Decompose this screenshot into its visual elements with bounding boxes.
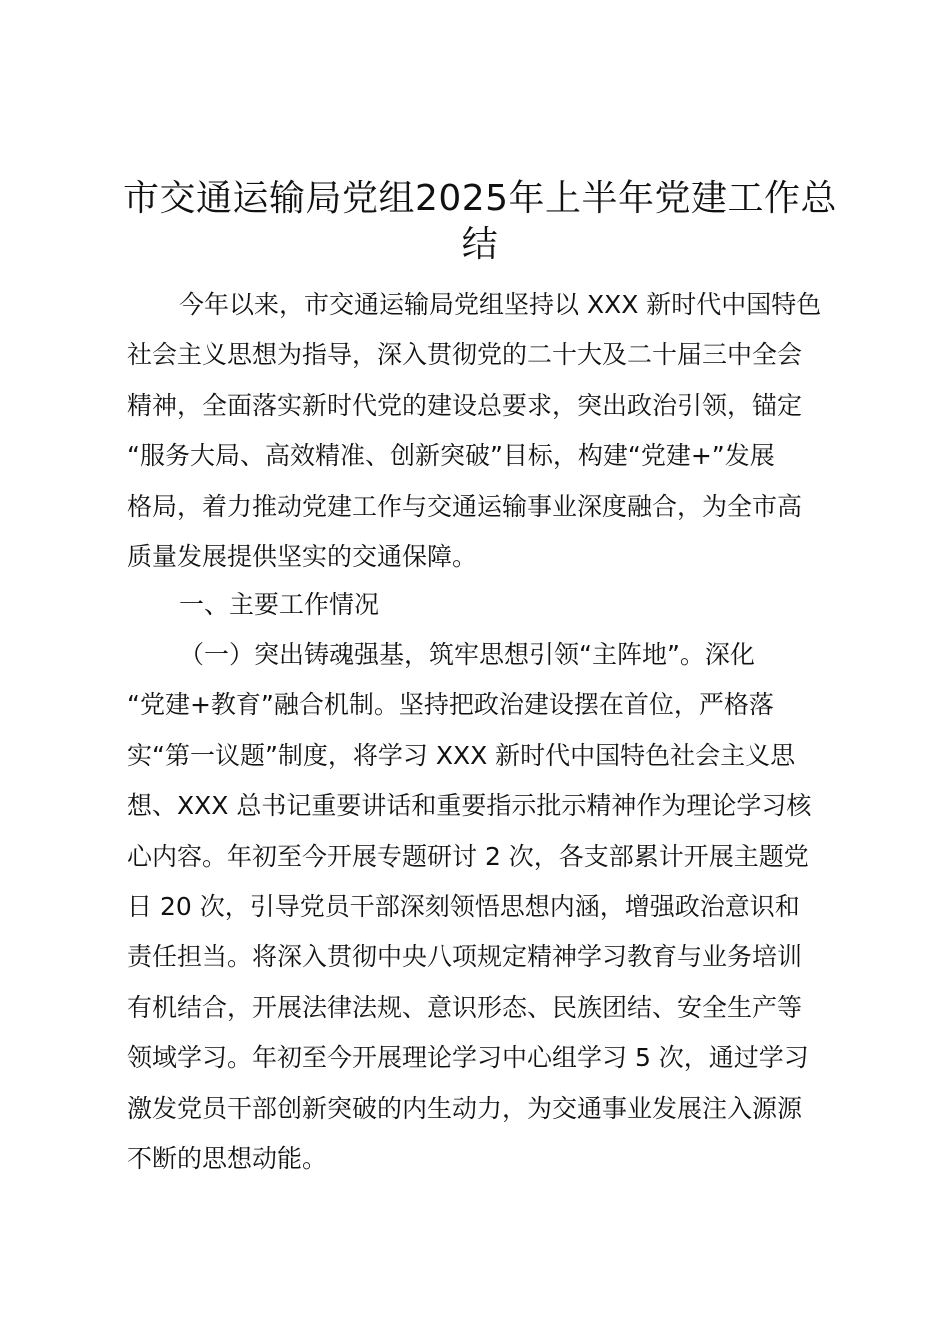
title-line: 市交通运输局党组2025年上半年党建工作总 [122, 178, 838, 219]
text-line: 不断的思想动能。 [127, 1144, 328, 1174]
text-line: 格局，着力推动党建工作与交通运输事业深度融合，为全市高 [127, 491, 803, 521]
text-line: （一）突出铸魂强基，筑牢思想引领“主阵地”。深化 [179, 640, 755, 669]
heading-text: 一、主要工作情况 [179, 590, 380, 619]
text-line: 今年以来，市交通运输局党组坚持以 XXX 新时代中国特色 [179, 290, 822, 319]
text-line: 日 20 次，引导党员干部深刻领悟思想内涵，增强政治意识和 [127, 892, 800, 922]
title-line: 结 [461, 224, 499, 265]
text-line: 社会主义思想为指导，深入贯彻党的二十大及二十届三中全会 [127, 340, 803, 370]
text-line: 质量发展提供坚实的交通保障。 [127, 542, 478, 572]
text-line: 实“第一议题”制度，将学习 XXX 新时代中国特色社会主义思 [127, 740, 796, 770]
text-line: “服务大局、高效精准、创新突破”目标，构建“党建+”发展 [127, 441, 775, 471]
text-line: 责任担当。将深入贯彻中央八项规定精神学习教育与业务培训 [127, 942, 803, 972]
text-line: 有机结合，开展法律法规、意识形态、民族团结、安全生产等 [127, 992, 803, 1022]
text-line: 心内容。年初至今开展专题研讨 2 次，各支部累计开展主题党 [127, 841, 809, 871]
text-line: 激发党员干部创新突破的内生动力，为交通事业发展注入源源 [127, 1093, 803, 1123]
intro-paragraph [127, 280, 832, 582]
document-title [110, 176, 850, 268]
section-paragraph [127, 630, 832, 1184]
text-line: 领域学习。年初至今开展理论学习中心组学习 5 次，通过学习 [127, 1043, 809, 1073]
text-line: 想、XXX 总书记重要讲话和重要指示批示精神作为理论学习核 [127, 791, 812, 821]
text-line: “党建+教育”融合机制。坚持把政治建设摆在首位，严格落 [127, 690, 774, 720]
text-line: 精神，全面落实新时代党的建设总要求，突出政治引领，锚定 [127, 390, 803, 420]
section-heading [127, 580, 832, 630]
